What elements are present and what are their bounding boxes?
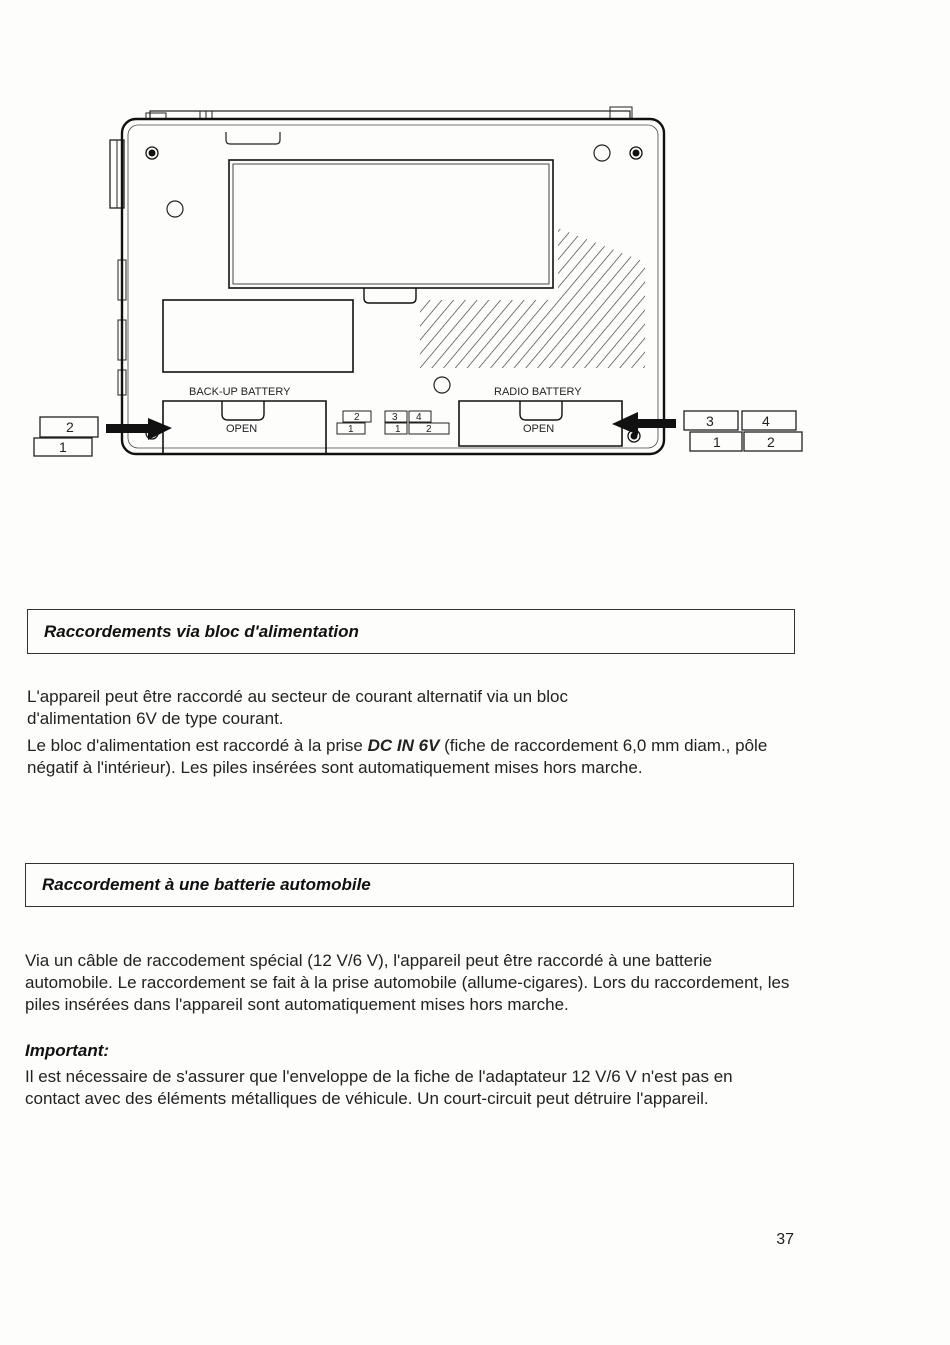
svg-text:2: 2 (426, 424, 432, 435)
svg-text:1: 1 (59, 439, 67, 455)
backup-battery-door[interactable] (163, 401, 326, 454)
svg-text:2: 2 (767, 434, 775, 450)
battery-orientation-icon (337, 411, 449, 435)
section-header-car-battery (25, 863, 794, 907)
radio-battery-label: RADIO BATTERY (494, 386, 582, 398)
radio-back-diagram (0, 0, 950, 520)
display-window (229, 160, 553, 303)
section-title: Raccordement à une batterie automobile (42, 875, 371, 894)
section-title: Raccordements via bloc d'alimentation (44, 621, 359, 641)
svg-text:4: 4 (762, 413, 770, 429)
important-paragraph: Il est nécessaire de s'assurer que l'enveloppe de la fiche de l'adaptateur 12 V/6 V n'est pas en contact avec des éléments métalliques de véhicule. Un court-circuit peut détruire l'appareil. (25, 1067, 733, 1108)
svg-text:3: 3 (392, 412, 398, 423)
radio-battery-door[interactable] (459, 401, 622, 446)
arrow-right-icon (106, 418, 172, 440)
important-heading: Important: (25, 1041, 110, 1060)
power-adapter-paragraph-2: Le bloc d'alimentation est raccordé à la prise DC IN 6V (fiche de raccordement 6,0 mm diam., pôle négatif à l'intérieur). Les piles insérées sont automatiquement mises hors marche. (27, 736, 768, 777)
antenna (146, 107, 632, 119)
radio-battery-icon (684, 411, 802, 451)
svg-text:2: 2 (66, 419, 74, 435)
car-battery-paragraph: Via un câble de raccodement spécial (12 V/6 V), l'appareil peut être raccordé à une batterie automobile. Le raccordement se fait à la prise automobile (allume-cigares). Lors du raccordement, les piles insérées dans l'appareil sont automatiquement mises hors marche. (25, 951, 790, 1014)
svg-text:4: 4 (416, 412, 422, 423)
svg-text:1: 1 (395, 424, 401, 435)
svg-text:1: 1 (348, 424, 354, 435)
speaker-grille (420, 228, 645, 368)
page-number: 37 (776, 1231, 794, 1248)
dc-in-label: DC IN 6V (367, 736, 440, 755)
open-label-left: OPEN (226, 423, 258, 435)
svg-text:3: 3 (706, 413, 714, 429)
open-label-right: OPEN (523, 423, 555, 435)
backup-battery-icon (34, 417, 98, 456)
svg-text:2: 2 (354, 412, 360, 423)
backup-battery-label: BACK-UP BATTERY (189, 386, 291, 398)
power-adapter-paragraph-1: L'appareil peut être raccordé au secteur de courant alternatif via un bloc d'alimentation 6V de type courant. (27, 687, 568, 728)
section-header-power-adapter (27, 609, 795, 654)
svg-text:1: 1 (713, 434, 721, 450)
